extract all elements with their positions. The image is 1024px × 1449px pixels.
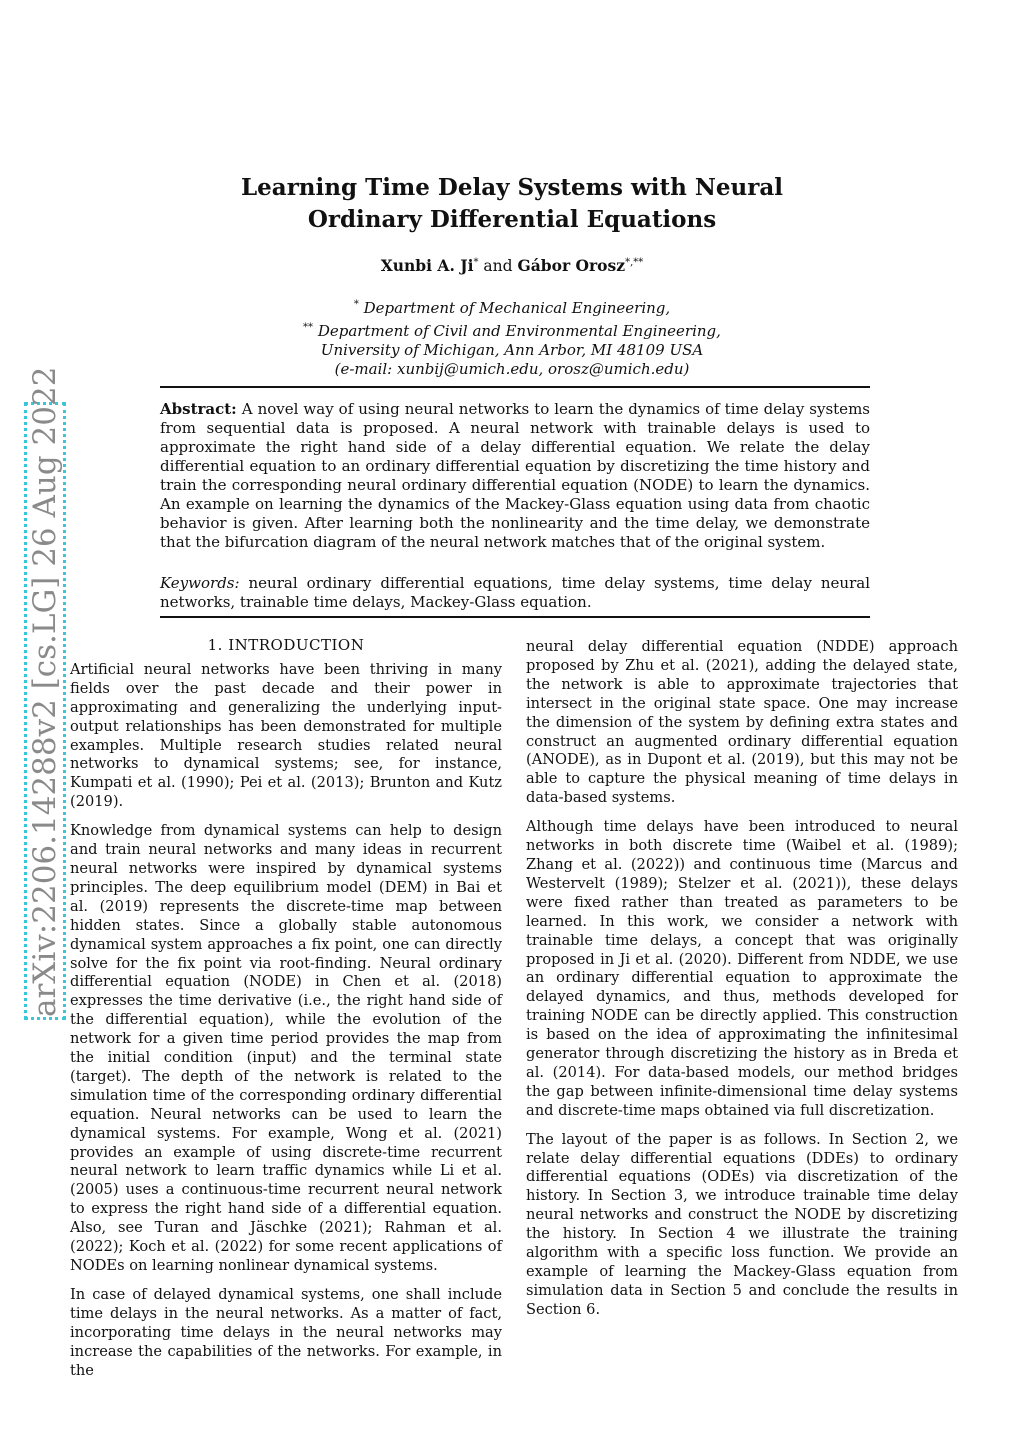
author-1-mark: *	[473, 256, 479, 268]
abstract-label: Abstract:	[160, 400, 237, 418]
intro-paragraph-2: Knowledge from dynamical systems can help to design and train neural networks and many ideas in recurrent neural networks were inspired by dynamical systems principles. The deep equilibrium model (DEM) in Bai et al. (2019) represents the discrete-time map between hidden states. Since a globally stable autonomous dynamical system approaches a fix point, one can directly solve for the fix point via root-finding. Neural ordinary differential equation (NODE) in Chen et al. (2018) expresses the time derivative (i.e., the right hand side of the differential equation), while the evolution of the network for a given time period provides the map from the initial condition (input) and the terminal state (target). The depth of the network is related to the simulation time of the corresponding ordinary differential equation. Neural networks can be used to learn the dynamical systems. For example, Wong et al. (2021) provides an example of using discrete-time recurrent neural network to learn traffic dynamics while Li et al. (2005) uses a continuous-time recurrent neural network to express the right hand side of a differential equation. Also, see Turan and Jäschke (2021); Rahman et al. (2022); Koch et al. (2022) for some recent applications of NODEs on learning nonlinear dynamical systems.	[70, 822, 502, 1274]
affiliation-mark-2: **	[303, 322, 314, 333]
affiliation-mark-1: *	[353, 299, 359, 310]
keywords	[160, 574, 870, 612]
intro-paragraph-1: Artificial neural networks have been thriving in many fields over the past decade and their power in approximating and generalizing the underlying input-output relationships has been demonstrated for multiple examples. Multiple research studies related neural networks to dynamical systems; see, for instance, Kumpati et al. (1990); Pei et al. (2013); Brunton and Kutz (2019).	[70, 660, 502, 811]
author-1-name: Xunbi A. Ji	[380, 256, 474, 275]
left-column	[70, 636, 502, 1390]
affiliation-email: (e-mail: xunbij@umich.edu, orosz@umich.edu)	[334, 360, 690, 378]
section-heading-introduction: 1. INTRODUCTION	[207, 636, 365, 654]
abstract	[160, 400, 870, 552]
author-2-mark: *,**	[625, 256, 644, 268]
keywords-text: neural ordinary differential equations, time delay systems, time delay neural networks, trainable time delays, Mackey-Glass equation.	[160, 574, 871, 611]
right-column	[526, 638, 958, 1330]
abstract-bottom-rule	[160, 616, 870, 618]
affiliation-line-1: * Department of Mechanical Engineering,	[353, 299, 671, 317]
abstract-top-rule	[160, 386, 870, 388]
author-list	[200, 256, 824, 275]
arxiv-identifier-stamp[interactable]: arXiv:2206.14288v2 [cs.LG] 26 Aug 2022	[24, 402, 66, 1020]
title-line-2: Ordinary Differential Equations	[307, 206, 717, 233]
affiliation-line-2: ** Department of Civil and Environmental Engineering,	[303, 322, 721, 340]
intro-paragraph-4: neural delay differential equation (NDDE) approach proposed by Zhu et al. (2021), adding the delayed state, the network is able to approximate trajectories that intersect in the original state space. One may increase the dimension of the system by defining extra states and construct an augmented ordinary differential equation (ANODE), as in Dupont et al. (2019), but this may not be able to capture the physical meaning of time delays in data-based systems.	[526, 638, 958, 807]
intro-paragraph-3: In case of delayed dynamical systems, one shall include time delays in the neural networks. As a matter of fact, incorporating time delays in the neural networks may increase the capabilities of the networks. For example, in the	[70, 1285, 502, 1379]
keywords-label: Keywords:	[160, 574, 240, 592]
paper-title	[200, 172, 824, 236]
author-connector: and	[483, 257, 513, 275]
abstract-text: A novel way of using neural networks to learn the dynamics of time delay systems from sequential data is proposed. A neural network with trainable delays is used to approximate the right hand side of a delay differential equation. We relate the delay differential equation to an ordinary differential equation by discretizing the time history and train the corresponding neural ordinary differential equation (NODE) to learn the dynamics. An example on learning the dynamics of the Mackey-Glass equation using data from chaotic behavior is given. After learning both the nonlinearity and the time delay, we demonstrate that the bifurcation diagram of the neural network matches that of the original system.	[160, 400, 870, 551]
affiliations	[160, 295, 864, 379]
intro-paragraph-5: Although time delays have been introduced to neural networks in both discrete time (Waibel et al. (1989); Zhang et al. (2022)) and continuous time (Marcus and Westervelt (1989); Stelzer et al. (2021)), these delays were fixed rather than treated as parameters to be learned. In this work, we consider a network with trainable time delays, a concept that was originally proposed in Ji et al. (2020). Different from NDDE, we use an ordinary differential equation to approximate the delayed dynamics, and thus, methods developed for training NODE can be directly applied. This construction is based on the idea of approximating the infinitesimal generator through discretizing the history as in Breda et al. (2014). For data-based models, our method bridges the gap between infinite-dimensional time delay systems and discrete-time maps obtained via full discretization.	[526, 818, 958, 1119]
author-2-name: Gábor Orosz	[517, 256, 626, 275]
title-line-1: Learning Time Delay Systems with Neural	[240, 174, 784, 201]
intro-paragraph-6: The layout of the paper is as follows. In Section 2, we relate delay differential equations (DDEs) to ordinary differential equations (ODEs) via discretization of the history. In Section 3, we introduce trainable time delay neural networks and construct the NODE by discretizing the history. In Section 4 we illustrate the training algorithm with a specific loss function. We provide an example of learning the Mackey-Glass equation from simulation data in Section 5 and conclude the results in Section 6.	[526, 1130, 958, 1318]
affiliation-line-3: University of Michigan, Ann Arbor, MI 48109 USA	[320, 341, 704, 359]
